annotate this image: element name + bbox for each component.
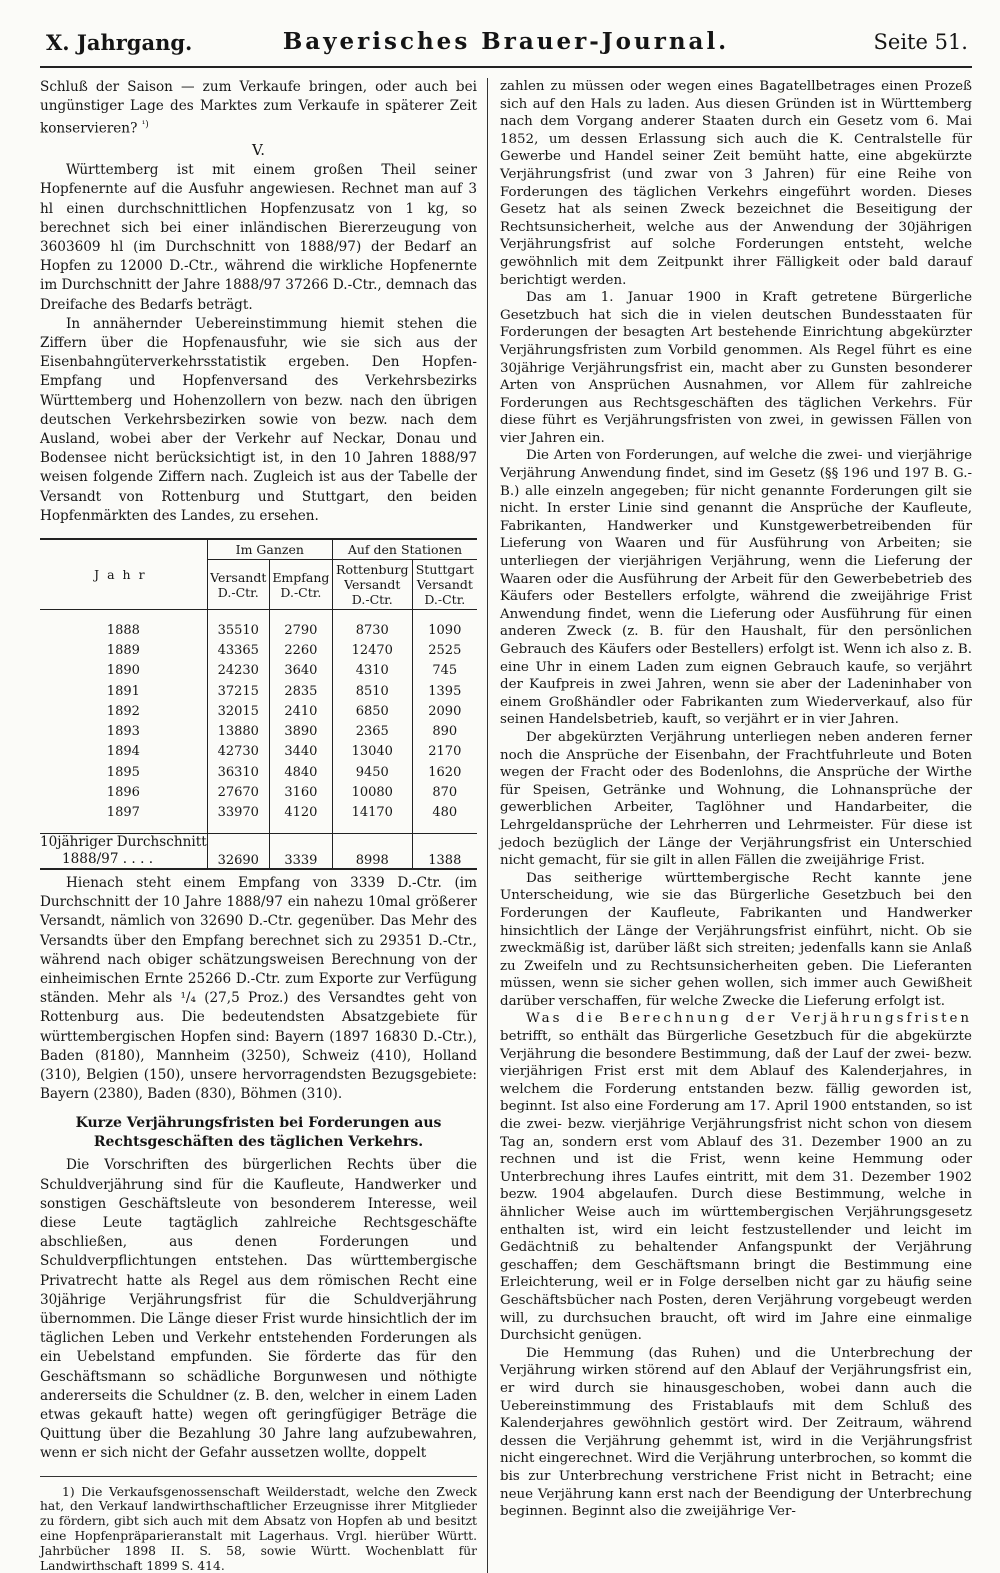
- value-cell: 2790: [269, 620, 332, 640]
- value-cell: 1620: [412, 762, 477, 782]
- value-cell: 2170: [412, 742, 477, 762]
- value-cell: 36310: [207, 762, 269, 782]
- footnote: [40, 1476, 477, 1573]
- table-row: [40, 762, 477, 782]
- paragraph: zahlen zu müssen oder wegen eines Bagatellbetrages einen Prozeß sich auf den Hals zu laden. Aus diesen Gründen ist in Württemberg nach dem Vorgang anderer Staaten durch ein Gesetz vom 6. Mai 1852, um dessen Erlassung sich auch die K. Centralstelle für Gewerbe und Handel seiner Zeit bemüht hatte, eine abgekürzte Verjährungsfrist (und zwar von 3 Jahren) für eine Reihe von Forderungen des täglichen Verkehrs eingeführt worden. Dieses Gesetz hat als seinen Zweck bezeichnet die Beseitigung der Rechtsunsicherheit, welche aus der Anwendung der 30jährigen Verjährungsfrist auf solche Forderungen entsteht, welche gewöhnlich mit dem Zeitpunkt ihrer Fälligkeit oder bald darauf berichtigt werden.: [500, 79, 972, 288]
- paragraph: In annähernder Uebereinstimmung hiemit stehen die Ziffern über die Hopfenausfuhr, wie sie sich aus der Eisenbahngüterverkehrsstatistik ergeben. Den Hopfen-Empfang und Hopfenversand des Verkehrsbezirks Württemberg und Hohenzollern von bezw. nach den übrigen deutschen Verkehrsbezirken sowie von bezw. nach dem Ausland, wobei aber der Verkehr auf Neckar, Donau und Bodensee nicht berücksichtigt ist, in den 10 Jahren 1888/97 weisen folgende Ziffern nach. Zugleich ist aus der Tabelle der Versandt von Rottenburg und Stuttgart, den beiden Hopfenmärkten des Landes, zu ersehen.: [40, 315, 477, 524]
- value-cell: 890: [412, 721, 477, 741]
- paragraph: Der abgekürzten Verjährung unterliegen neben anderen ferner noch die Ansprüche der Eisenbahn, der Frachtfuhrleute und Boten wegen der Fracht oder des Bodenlohns, die Ansprüche der Wirthe für Speisen, Getränke und Wohnung, die Lohnansprüche der gewerblichen Arbeiter, Taglöhner und Handarbeiter, die Lehrgeldansprüche der Lehrherren und Lehrmeister. Für diese ist jedoch bezüglich der Länge der Verjährungsfrist ein Unterschied nicht gemacht, für sie gilt in allen Fällen die zweijährige Frist.: [500, 729, 972, 869]
- average-label-line: 1888/97 . . . .: [62, 850, 154, 867]
- value-cell: 3640: [269, 661, 332, 681]
- table-row: [40, 640, 477, 660]
- table-row: [40, 742, 477, 762]
- year-header: Jahr: [40, 540, 207, 610]
- value-cell: 745: [412, 661, 477, 681]
- page-number: Seite 51.: [873, 30, 968, 54]
- journal-title: Bayerisches Brauer-Journal.: [282, 28, 730, 55]
- table-row: [40, 620, 477, 640]
- value-cell: 24230: [207, 661, 269, 681]
- year-cell: 1897: [106, 805, 140, 821]
- table-row: [40, 782, 477, 802]
- value-cell: 27670: [207, 782, 269, 802]
- value-cell: 4120: [269, 803, 332, 823]
- table-row: [40, 803, 477, 823]
- year-cell: 1895: [106, 764, 140, 780]
- paragraph: Hienach steht einem Empfang von 3339 D.-Ctr. (im Durchschnitt der 10 Jahre 1888/97 ein nahezu 10mal größerer Versandt, nämlich von 32690 D.-Ctr. gegenüber. Das Mehr des Versandts über den Empfang berechnet sich zu 29351 D.-Ctr., während nach obiger schätzungsweisen Berechnung von der einheimischen Ernte 25266 D.-Ctr. zum Exporte zur Verfügung ständen. Mehr als ¹/₄ (27,5 Proz.) des Versandtes geht von Rottenburg aus. Die bedeutendsten Absatzgebiete für württembergischen Hopfen sind: Bayern (1897 16830 D.-Ctr.), Baden (8180), Mannheim (3250), Schweiz (410), Holland (310), Belgien (150), unsere hervorragendsten Bezugsgebiete: Bayern (2380), Baden (830), Böhmen (310).: [40, 874, 477, 1103]
- column-header: Versandt D.-Ctr.: [207, 560, 269, 610]
- paragraph: Die Hemmung (das Ruhen) und die Unterbrechung der Verjährung wirken störend auf den Ablauf der Verjährungsfrist ein, er wird durch sie hinausgeschoben, wobei dann auch die Uebereinstimmung des Fristablaufs mit dem Schluß des Kalenderjahres gewöhnlich gestört wird. Der Zeitraum, während dessen die Verjährung gehemmt ist, wird in die Verjährungsfrist nicht eingerechnet. Wird die Verjährung unterbrochen, so kommt die bis zur Unterbrechung verstrichene Frist nicht in Betracht; eine neue Verjährung kann erst nach der Beendigung der Unterbrechung beginnen. Beginnt also die zweijährige Ver-: [500, 1345, 972, 1520]
- value-cell: 42730: [207, 742, 269, 762]
- value-cell: 43365: [207, 640, 269, 660]
- value-cell: 8510: [332, 681, 412, 701]
- average-value: 1388: [412, 833, 477, 869]
- column-header: Empfang D.-Ctr.: [269, 560, 332, 610]
- value-cell: 8730: [332, 620, 412, 640]
- text-columns: [40, 78, 972, 1573]
- value-cell: 3160: [269, 782, 332, 802]
- value-cell: 480: [412, 803, 477, 823]
- footnote-text: 1) Die Verkaufsgenossenschaft Weilderstadt, welche den Zweck hat, den Verkauf landwirthschaftlicher Erzeugnisse ihrer Mitglieder zu fördern, gibt sich auch mit dem Absatz von Hopfen ab und besitzt eine Hopfenpräparieranstalt mit Lagerhaus. Vrgl. hierüber Württ. Jahrbücher 1898 II. S. 58, sowie Württ. Wochenblatt für Landwirthschaft 1899 S. 414.: [40, 1484, 477, 1573]
- average-label: [40, 833, 207, 869]
- spaced-heading-text: Was die Berechnung der Verjährungsfristen: [526, 1011, 972, 1027]
- table-row: [40, 661, 477, 681]
- page-header: [40, 26, 972, 68]
- table-row: [40, 721, 477, 741]
- value-cell: 33970: [207, 803, 269, 823]
- left-column: [40, 78, 488, 1573]
- value-cell: 2410: [269, 701, 332, 721]
- paragraph: Württemberg ist mit einem großen Theil seiner Hopfenernte auf die Ausfuhr angewiesen. Rechnet man auf 3 hl einen durchschnittlichen Hopfenzusatz von 1 kg, so berechnet sich bei einer inländischen Biererzeugung von 3603609 hl (im Durchschnitt von 1888/97) der Bedarf an Hopfen zu 12000 D.-Ctr., während die wirkliche Hopfenernte im Durchschnitt der Jahre 1888/97 37266 D.-Ctr., demnach das Dreifache des Bedarfs beträgt.: [40, 162, 477, 313]
- value-cell: 10080: [332, 782, 412, 802]
- value-cell: 1090: [412, 620, 477, 640]
- value-cell: 2525: [412, 640, 477, 660]
- value-cell: 870: [412, 782, 477, 802]
- value-cell: 2365: [332, 721, 412, 741]
- paragraph: Die Arten von Forderungen, auf welche die zwei- und vierjährige Verjährung Anwendung findet, sind im Gesetz (§§ 196 und 197 B. G.-B.) alle einzeln angegeben; für nicht genannte Forderungen gilt sie nicht. In erster Linie sind genannt die Ansprüche der Kaufleute, Fabrikanten, Handwerker und Kunstgewerbetreibenden für Lieferung von Waaren und für Ausführung von Arbeiten; sie unterliegen der vierjährigen Verjährung, wenn die Lieferung der Waaren oder die Ausführung der Arbeit für den Gewerbebetrieb des Käufers oder Bestellers erfolgte, während die zweijährige Frist Anwendung findet, wenn die Lieferung oder Ausführung für einen anderen Zweck (z. B. für den Haushalt, für den persönlichen Gebrauch des Käufers oder Bestellers) erfolgt ist. Wenn ich also z. B. eine Uhr in einem Laden zum eignen Gebrauch kaufe, so verjährt der Kaufpreis in zwei Jahren, wenn sie aber der Ladeninhaber von einem Großhändler oder Fabrikanten zum Wiederverkauf, also für seinen Handelsbetrieb, kauft, so verjährt er in vier Jahren.: [500, 448, 972, 728]
- value-cell: 9450: [332, 762, 412, 782]
- average-value: 8998: [332, 833, 412, 869]
- group-header-stations: Auf den Stationen: [332, 540, 477, 560]
- table-row: [40, 681, 477, 701]
- year-cell: 1888: [106, 622, 140, 638]
- value-cell: 4840: [269, 762, 332, 782]
- year-cell: 1896: [106, 785, 140, 801]
- right-column: [488, 78, 972, 1573]
- year-cell: 1890: [106, 663, 140, 679]
- year-cell: 1892: [106, 703, 140, 719]
- average-row: [40, 833, 477, 869]
- data-table: [40, 540, 477, 870]
- hop-shipment-table: [40, 540, 477, 870]
- value-cell: 13040: [332, 742, 412, 762]
- value-cell: 3890: [269, 721, 332, 741]
- value-cell: 32015: [207, 701, 269, 721]
- year-cell: 1889: [106, 642, 140, 658]
- value-cell: 4310: [332, 661, 412, 681]
- value-cell: 12470: [332, 640, 412, 660]
- paragraph-text: Schluß der Saison — zum Verkaufe bringen, oder auch bei ungünstiger Lage des Marktes zum Verkaufe in späterer Zeit konservieren?: [40, 79, 477, 137]
- value-cell: 37215: [207, 681, 269, 701]
- footnote-marker: ¹): [141, 120, 149, 131]
- value-cell: 35510: [207, 620, 269, 640]
- year-cell: 1894: [106, 744, 140, 760]
- column-header: Rottenburg Versandt D.-Ctr.: [332, 560, 412, 610]
- year-cell: 1891: [106, 683, 140, 699]
- paragraph: Das seitherige württembergische Recht kannte jene Unterscheidung, wie sie das Bürgerliche Gesetzbuch bei den Forderungen der Kaufleute, Fabrikanten und Handwerker hinsichtlich der Länge der Verjährungsfrist einführt, nicht. Ob sie zweckmäßig ist, darüber läßt sich streiten; jedenfalls kann sie Anlaß zu Zweifeln und zu Rechtsunsicherheiten geben. Die Lieferanten müssen, wenn sie sicher gehen wollen, sich immer auch Gewißheit darüber verschaffen, für welche Zwecke die Lieferung erfolgt ist.: [500, 870, 972, 1009]
- table-row: [40, 701, 477, 721]
- article-title: Kurze Verjährungsfristen bei Forderungen aus Rechtsgeschäften des täglichen Verkehrs.: [75, 1115, 442, 1151]
- average-value: 32690: [207, 833, 269, 869]
- volume-label: X. Jahrgang.: [46, 30, 193, 55]
- value-cell: 2260: [269, 640, 332, 660]
- value-cell: 3440: [269, 742, 332, 762]
- section-number: V.: [252, 141, 265, 160]
- value-cell: 14170: [332, 803, 412, 823]
- value-cell: 13880: [207, 721, 269, 741]
- group-header-total: Im Ganzen: [207, 540, 332, 560]
- paragraph-text: betrifft, so enthält das Bürgerliche Gesetzbuch für die abgekürzte Verjährung die besondere Bestimmung, daß der Lauf der zwei- bezw. vierjährigen Frist erst mit dem Ablauf des Kalenderjahres, in welchem die Forderung entstanden bezw. fällig geworden ist, beginnt. Ist also eine Forderung am 17. April 1900 entstanden, so ist die zwei- bezw. vierjährige Verjährungsfrist nicht schon von diesem Tag an, sondern erst vom Ablauf des 31. Dezember 1900 an zu rechnen und ist die Frist, wenn keine Hemmung oder Unterbrechung ihres Laufes eintritt, mit dem 31. Dezember 1902 bezw. 1904 abgelaufen. Durch diese Bestimmung, welche in ähnlicher Weise auch im württembergischen Verjährungsgesetz enthalten ist, wird ein leicht festzustellender und leicht im Gedächtniß zu behaltender Anfangspunkt der Verjährung geschaffen; dem Geschäftsmann bringt die Bestimmung eine Erleichterung, weil er in Folge derselben nicht gar zu häufig seine Geschäftsbücher nach Posten, deren Verjährung vorgebeugt werden will, zu durchsuchen braucht, oft wird im Jahre eine einmalige Durchsicht genügen.: [500, 1029, 972, 1344]
- value-cell: 2090: [412, 701, 477, 721]
- paragraph: [40, 78, 477, 139]
- average-label-line: 10jähriger Durchschnitt: [40, 833, 207, 850]
- average-value: 3339: [269, 833, 332, 869]
- paragraph: Die Vorschriften des bürgerlichen Rechts über die Schuldverjährung sind für die Kaufleute, Handwerker und sonstigen Geschäftsleute von besonderem Interesse, weil diese Leute tagtäglich zahlreiche Rechtsgeschäfte abschließen, aus denen Forderungen und Schuldverpflichtungen entstehen. Das württembergische Privatrecht hatte als Regel aus dem römischen Recht eine 30jährige Verjährungsfrist für die Schuldverjährung übernommen. Die Länge dieser Frist wurde hinsichtlich der im täglichen Leben und Verkehr entstehenden Forderungen als ein Uebelstand empfunden. Sie förderte das für den Geschäftsmann so schädliche Borgunwesen und nöthigte andererseits die Schuldner (z. B. den, welcher in einem Laden etwas gekauft hatte) wegen oft geringfügiger Beträge die Quittung über die Bezahlung 30 Jahre lang aufzubewahren, wenn er sich nicht der Gefahr aussetzen wollte, doppelt: [40, 1157, 477, 1462]
- paragraph: Das am 1. Januar 1900 in Kraft getretene Bürgerliche Gesetzbuch hat sich die in vielen deutschen Bundesstaaten für Forderungen der besagten Art bestehende Einrichtung abgekürzter Verjährungsfristen zum Vorbild genommen. Als Regel führt es eine 30jährige Verjährungsfrist ein, macht aber zu Gunsten besonderer Arten von Ansprüchen Ausnahmen, vor Allem für zahlreiche Forderungen aus Rechtsgeschäften des täglichen Verkehrs. Für diese führt es Verjährungsfristen von zwei, in gewissen Fällen von vier Jahren ein.: [500, 290, 972, 446]
- year-cell: 1893: [106, 724, 140, 740]
- paragraph: [500, 1010, 972, 1344]
- value-cell: 6850: [332, 701, 412, 721]
- value-cell: 1395: [412, 681, 477, 701]
- value-cell: 2835: [269, 681, 332, 701]
- column-header: Stuttgart Versandt D.-Ctr.: [412, 560, 477, 610]
